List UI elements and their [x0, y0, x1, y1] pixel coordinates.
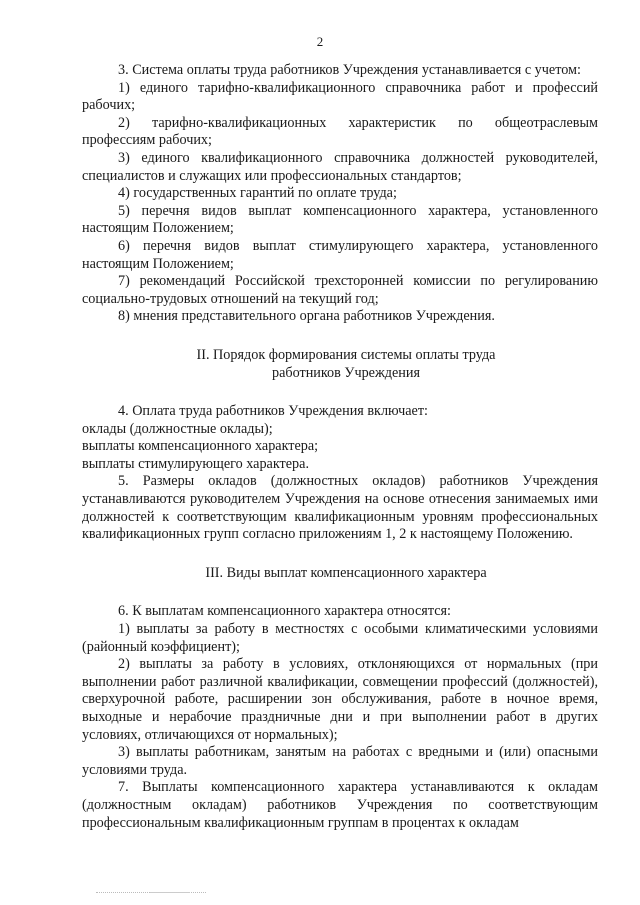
list-item: 2) выплаты за работу в условиях, отклоняющихся от нормальных (при выполнении работ различной квалификации, совмещении профессий (должностей), сверхурочной работе, расширении зон обслуживания, работе в ночное время, выходные и нерабочие праздничные дни и при выполнении работ в других условиях, отличающихся от нормальных); [82, 656, 598, 743]
list-item: 3) единого квалификационного справочника должностей руководителей, специалистов и служащих или профессиональных стандартов; [82, 149, 598, 184]
list-item: 5) перечня видов выплат компенсационного характера, установленного настоящим Положением; [82, 202, 598, 237]
list-item: выплаты компенсационного характера; [82, 438, 319, 455]
list-item: 6) перечня видов выплат стимулирующего характера, установленного настоящим Положением; [82, 237, 598, 272]
section-2-heading [82, 347, 598, 382]
list-item: 1) единого тарифно-квалификационного справочника работ и профессий рабочих; [82, 79, 598, 114]
page-number: 2 [316, 34, 324, 49]
list-item: 4) государственных гарантий по оплате труда; [118, 185, 397, 202]
list-item: 8) мнения представительного органа работников Учреждения. [118, 308, 495, 325]
section-2-heading-line2: работников Учреждения [271, 364, 420, 381]
paragraph-5: 5. Размеры окладов (должностных окладов) работников Учреждения устанавливаются руководителем Учреждения на основе отнесения занимаемых ими должностей к соответствующим квалификационным уровням профессиональных квалификационных групп согласно приложениям 1, 2 к настоящему Положению. [82, 473, 598, 543]
list-item: 7) рекомендаций Российской трехсторонней комиссии по регулированию социально-трудовых отношений на текущий год; [82, 273, 598, 307]
paragraph-6: 6. К выплатам компенсационного характера относятся: [118, 603, 451, 620]
section-2-heading-line1: II. Порядок формирования системы оплаты труда [196, 346, 496, 363]
list-item: оклады (должностные оклады); [82, 420, 273, 437]
paragraph-4: 4. Оплата труда работников Учреждения включает: [118, 403, 428, 420]
document-body [82, 62, 598, 832]
paragraph-7: 7. Выплаты компенсационного характера устанавливаются к окладам (должностным окладам) работников Учреждения по соответствующим профессиональным квалификационным группам в процентах к окладам [82, 779, 598, 831]
list-item: 1) выплаты за работу в местностях с особыми климатическими условиями (районный коэффициент); [82, 621, 598, 655]
paragraph-3: 3. Система оплаты труда работников Учреждения устанавливается с учетом: [118, 62, 581, 78]
list-item: выплаты стимулирующего характера. [82, 455, 309, 472]
footer-scan-mark [150, 892, 190, 895]
section-3-heading-line: III. Виды выплат компенсационного характера [205, 564, 487, 581]
section-3-heading [82, 565, 598, 583]
list-item: 3) выплаты работникам, занятым на работах с вредными и (или) опасными условиями труда. [82, 744, 598, 778]
list-item: 2) тарифно-квалификационных характеристик по общеотраслевым профессиям рабочих; [82, 114, 598, 149]
